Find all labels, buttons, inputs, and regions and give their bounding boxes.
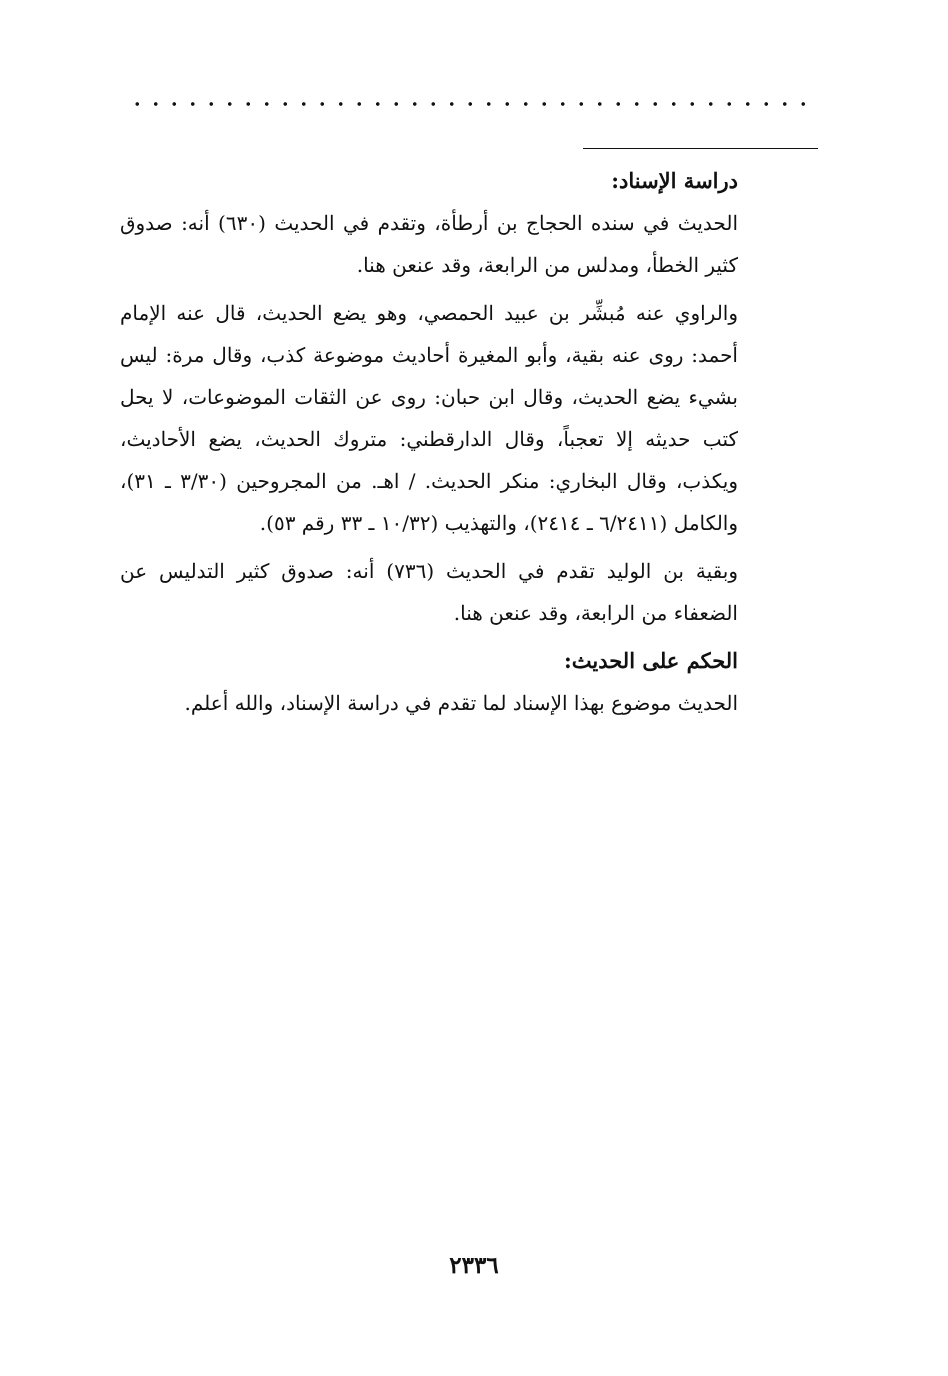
paragraph-mubashshir	[120, 292, 738, 544]
footnote-rule	[583, 148, 818, 149]
page-number: ٢٣٣٦	[449, 1252, 499, 1279]
heading-isnad-study: دراسة الإسناد:	[611, 168, 738, 193]
paragraph-text: والراوي عنه مُبشِّر بن عبيد الحمصي، وهو يضع الحديث، قال عنه الإمام أحمد: روى عنه بقية، وأبو المغيرة أحاديث موضوعة كذب، وقال مرة: ليس بشيء يضع الحديث، وقال ابن حبان: روى عن الثقات الموضوعات، لا يحل كتب حديثه إلا تعجباً، وقال الدارقطني: متروك الحديث، يضع الأحاديث، ويكذب، وقال البخاري: منكر الحديث. / اهـ. من المجروحين (٣/٣٠ ـ ٣١)، والكامل (٦/٢٤١١ ـ ٢٤١٤)، والتهذيب (١٠/٣٢ ـ ٣٣ رقم ٥٣).	[120, 301, 738, 535]
paragraph-baqiyya	[120, 550, 738, 634]
paragraph-text: الحديث في سنده الحجاج بن أرطأة، وتقدم في الحديث (٦٣٠) أنه: صدوق كثير الخطأ، ومدلس من الرابعة، وقد عنعن هنا.	[120, 211, 738, 277]
heading-ruling: الحكم على الحديث:	[564, 648, 738, 673]
paragraph-ruling	[120, 682, 738, 724]
paragraph-text: الحديث موضوع بهذا الإسناد لما تقدم في دراسة الإسناد، والله أعلم.	[184, 691, 738, 715]
paragraph-text: وبقية بن الوليد تقدم في الحديث (٧٣٦) أنه: صدوق كثير التدليس عن الضعفاء من الرابعة، وقد عنعن هنا.	[120, 559, 738, 625]
dotted-separator	[128, 98, 818, 110]
paragraph-hajjaj	[120, 202, 738, 286]
main-text	[120, 160, 738, 730]
